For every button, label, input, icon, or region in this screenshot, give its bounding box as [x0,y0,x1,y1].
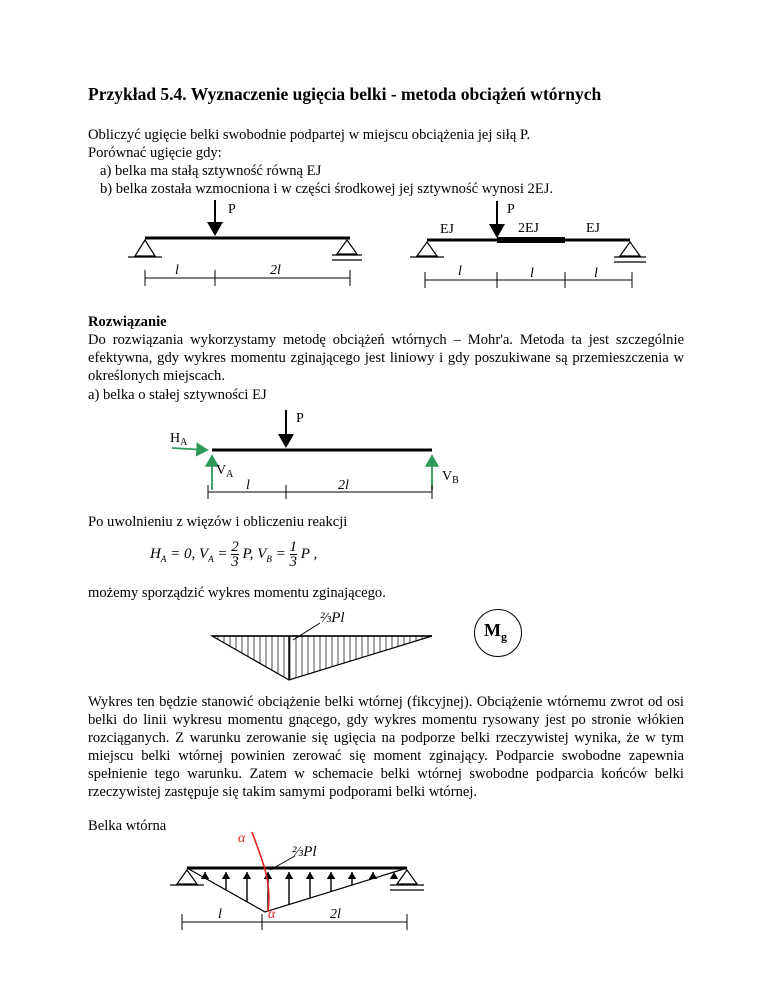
part-a-va-label: $V_A$ [216,463,234,480]
secondary-beam [170,831,424,930]
reactions-formula: $H_A = 0$, $V_A$ = $\frac{2}{3}$ P, $V_B$ = $\frac{1}{3}$ P , [150,539,318,570]
fig1-right-span-3: l [594,266,598,281]
fig1-right-force-label: P [507,202,515,217]
paragraph-secondary: Wykres ten będzie stanowić obciążenie belki wtórnej (fikcyjnej). Obciążenie wtórnemu zwrot od osi belki do linii wykresu momentu gnącego, gdy wykres momentu rysowany jest po stronie włókien rozciąganych. Z warunku zerowanie się ugięcia na podporze belki rzeczywistej wynika, że w tym miejscu belki wtórnej powinien zerować się moment zginający. Podparcie swobodne zapewnia spełnienie tego warunku. Zatem w schemacie belki wtórnej swobodne podparcia końców belki rzeczywistej zastępuje się takim samymi podporami belki wtórnej. [88,694,684,800]
alpha-top-label: α [238,831,246,846]
solution-text: Do rozwiązania wykorzystamy metodę obciążeń wtórnych – Mohr'a. Metoda ta jest szczególnie efektywna, gdy wykres momentu zginającego jest liniowy i gdy poszukiwane są przemieszczenia w określonych miejscach. [88,332,684,384]
fig1-left-beam [128,200,362,286]
part-a-ha-label: $H_A$ [170,431,188,448]
alpha-bottom-label: α [268,907,276,922]
reactions-text: Po uwolnieniu z więzów i obliczeniu reakcji [88,514,348,530]
part-a-vb-label: $V_B$ [442,469,459,486]
part-a-span-2: 2l [338,478,349,493]
fig1-left-span-1: l [175,263,179,278]
mg-badge: $M_g$ [484,620,507,644]
intro-item-b: b) belka została wzmocniona i w części środkowej jej sztywność wynosi 2EJ. [100,181,554,197]
moment-max-label: ⅔Pl [320,610,345,626]
part-a-span-1: l [246,478,250,493]
intro-item-a: a) belka ma stałą sztywność równą EJ [100,163,322,179]
part-a-label: a) belka o stałej sztywności EJ [88,387,267,403]
part-a-beam [170,410,459,499]
secondary-moment-label: ⅔Pl [292,844,317,860]
fig1-right-span-1: l [458,264,462,279]
fig1-right-rigidity-left: EJ [440,222,454,237]
fig1-right-span-2: l [530,266,534,281]
fig1-right-rigidity-mid: 2EJ [518,221,539,236]
fig1-right-rigidity-right: EJ [586,221,600,236]
fig1-left-force-label: P [228,202,236,217]
intro-line-2: Porównać ugięcie gdy: [88,145,222,161]
secondary-span-2: 2l [330,907,341,922]
secondary-span-1: l [218,907,222,922]
reactions-after: możemy sporządzić wykres momentu zginającego. [88,585,386,601]
part-a-force-label: P [296,411,304,426]
solution-heading: Rozwiązanie [88,314,167,330]
page-title: Przykład 5.4. Wyznaczenie ugięcia belki - metoda obciążeń wtórnych [88,84,602,104]
moment-diagram [212,610,432,680]
secondary-label: Belka wtórna [88,818,167,834]
fig1-left-span-2: 2l [270,263,281,278]
intro-line-1: Obliczyć ugięcie belki swobodnie podpartej w miejscu obciążenia jej siłą P. [88,127,531,143]
fig1-right-beam [410,201,646,288]
